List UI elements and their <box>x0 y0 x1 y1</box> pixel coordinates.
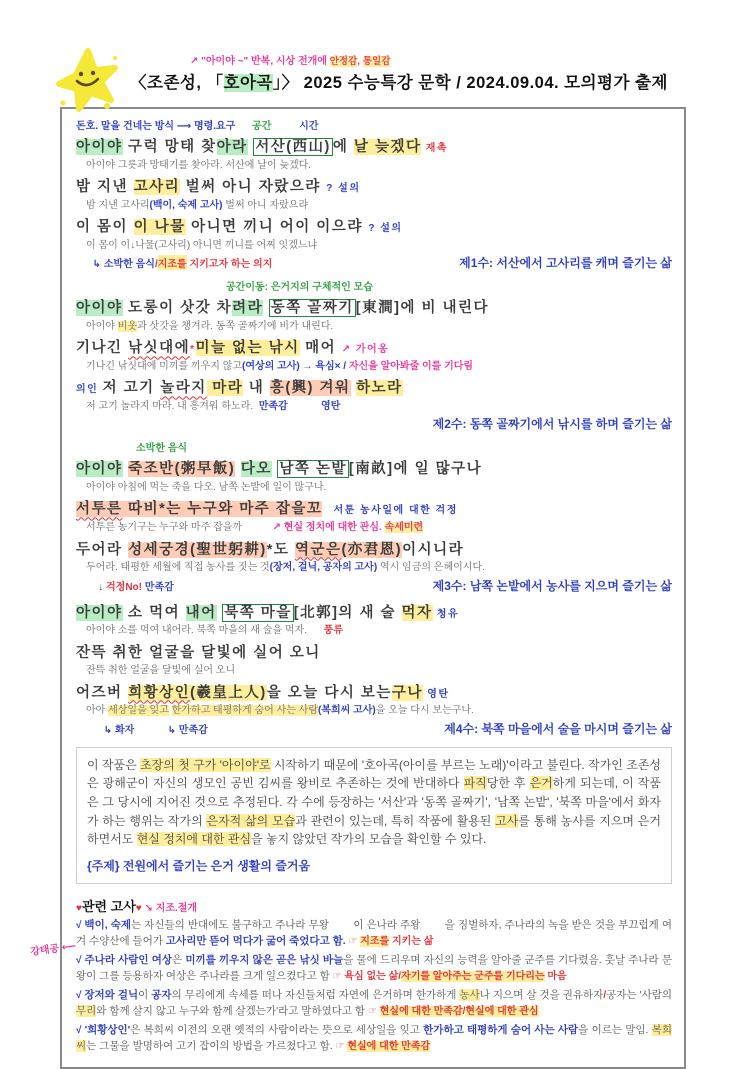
text-segment: 아라 <box>216 139 248 155</box>
text-segment: 마라 <box>206 380 244 397</box>
text-segment: 과 관련이 있는데, 특히 작품에 활용된 <box>295 813 496 828</box>
text-segment: 은 <box>172 953 186 966</box>
text-segment: 놀라지 <box>160 380 207 397</box>
poem-line <box>76 684 672 704</box>
text-segment: 장저와 걸닉 <box>84 988 139 1001</box>
text-segment: / <box>462 1006 466 1018</box>
text-segment: 은거 <box>529 776 553 791</box>
text-segment: , <box>357 56 363 67</box>
text-segment: 북쪽 마을 <box>224 604 292 621</box>
text-segment: 명령.요구 <box>193 121 236 132</box>
star-smiley-icon <box>55 48 121 114</box>
poem-line <box>76 218 672 238</box>
gosa-heading <box>76 896 672 915</box>
poem-line <box>76 379 672 399</box>
text-segment: ↘ <box>141 902 156 914</box>
text-segment: 날 늦겠다 <box>353 139 422 155</box>
text-segment: 이 나물 <box>133 219 186 236</box>
text-segment: 벌써 아니 자랐으랴 <box>180 179 327 196</box>
translation-line <box>86 521 672 536</box>
commentary-paragraph <box>87 756 661 849</box>
header <box>0 0 743 93</box>
margin-note-gangtaegong: 강태공 ⟵ <box>29 940 77 958</box>
text-segment: 다오 <box>240 461 272 478</box>
text-segment: 두어라. 태평한 세월에 직접 농사를 짓는 것 <box>86 562 270 574</box>
gosa-item <box>76 952 672 985</box>
text-segment: 지조를 <box>158 255 187 270</box>
text-segment: √ <box>76 1024 85 1036</box>
text-segment: 현실에 대한 관심 <box>465 1006 539 1018</box>
text-segment: 재촉 <box>421 143 449 154</box>
text-segment: *도 <box>266 541 295 558</box>
text-segment: 시작하기 때문에 '호아곡(아이를 부르는 노래)'이라고 불린다. 작가인 조존성은 광해군이 자신의 생모인 공빈 김씨를 왕비로 추존하는 것에 반대하다 <box>87 757 661 791</box>
text-segment: 아이야 <box>76 604 123 621</box>
text-segment: 이 몸이 <box>76 219 134 236</box>
text-segment: 현실 정치에 대한 관심 <box>136 832 252 847</box>
text-segment: 제2수: 동쪽 골짜기에서 낚시를 하며 즐기는 삶 <box>432 417 672 432</box>
title-annotation <box>190 52 743 67</box>
text-segment: 려라 <box>232 300 264 317</box>
text-segment: 〈조존성, 「 <box>130 74 224 92</box>
text-segment <box>235 121 252 132</box>
translation-line <box>86 704 672 719</box>
text-segment: 초장의 첫 구가 '아이야'로 <box>140 757 271 772</box>
text-segment: 을 오늘 다시 보는구나. <box>375 705 474 717</box>
text-segment <box>263 300 269 316</box>
text-segment: ? 설의 <box>326 183 361 195</box>
text-segment: 영탄 <box>422 688 450 700</box>
text-segment: 하게 되는데, 이 작품은 그 당시에 지어진 것으로 추정된다. 각 수에 등장하는 '서산'과 '동쪽 골짜기', '남쪽 논밭', '북쪽 마을'에서 화자가 하는 행위는 작가의 <box>87 776 661 828</box>
poem-line <box>76 541 672 561</box>
text-segment: 미늘 없는 낚시 <box>195 340 300 357</box>
theme-line <box>87 857 661 875</box>
text-segment: 이 작품은 <box>87 757 141 772</box>
text-segment: 벌써 아니 자랐으랴 <box>222 199 309 211</box>
text-segment: (亦君恩) <box>341 541 403 558</box>
stanza4-bottom <box>76 720 672 737</box>
text-segment: * <box>190 344 196 356</box>
text-segment: (장저, 걸닉, 공자의 고사) <box>269 562 378 574</box>
translation-line <box>86 624 672 639</box>
poem-line <box>76 500 672 520</box>
commentary-box <box>76 747 672 884</box>
text-segment: 이시니라 <box>402 541 465 558</box>
text-segment: 아이야 그릇과 망태기를 찾아라. 서산에 날이 늦겠다. <box>86 159 312 171</box>
text-segment: √ <box>76 989 85 1001</box>
text-segment: → <box>299 360 316 372</box>
text-segment: [北郭]의 새 술 <box>293 604 402 621</box>
poem-line <box>76 178 672 198</box>
text-segment: ↗ 가어옹 <box>341 344 390 356</box>
text-segment: 서산(西山) <box>255 139 331 155</box>
text-segment: 저 고기 <box>102 380 161 397</box>
text-segment: 제3수: 남쪽 논밭에서 농사를 지으며 즐기는 삶 <box>432 578 672 593</box>
text-segment: 공자는 '사람의 <box>606 988 675 1001</box>
text-segment: 」〉 2025 수능특강 문학 / 2024.09.04. 모의평가 출제 <box>272 74 668 92</box>
text-segment: 따비*는 누구와 마주 잡을꼬 <box>122 501 323 518</box>
text-segment: ↳ <box>76 259 104 271</box>
text-segment: 을 놓지 않았던 작가의 모습을 확인할 수 있다. <box>251 832 487 847</box>
text-segment: 은자적 삶의 모습 <box>206 813 296 828</box>
text-segment: 아이야 <box>86 320 118 332</box>
text-segment: 내 <box>243 380 270 397</box>
poem-line <box>76 604 672 624</box>
text-segment: 매어 <box>299 340 342 357</box>
text-segment: ☞ 욕심 없는 삶/ <box>332 971 402 983</box>
stanza2-top-annotation <box>226 281 672 294</box>
text-segment: 을 오늘 다시 보는 <box>266 684 392 701</box>
text-segment: √ <box>76 919 85 931</box>
text-segment: 기나긴 <box>76 340 129 357</box>
translation-line <box>86 561 672 576</box>
text-segment: ♥ <box>76 902 82 914</box>
text-segment: [南畝]에 일 많구나 <box>348 461 483 478</box>
text-segment: 어즈버 <box>76 684 129 701</box>
text-segment: 비옷 <box>117 320 138 332</box>
text-segment: 소박한 음식 <box>103 259 155 271</box>
text-segment: 아이야 <box>76 461 123 478</box>
commentary-rows <box>87 756 661 875</box>
text-segment: 낚싯대에 <box>128 340 191 357</box>
text-segment <box>235 461 241 477</box>
text-segment: 잔뜩 취한 얼굴을 달빛에 실어 오니 <box>76 644 321 661</box>
text-segment: ↳ 화자 <box>76 724 135 736</box>
text-segment: 나 지으며 살 것을 권유하자 <box>479 988 604 1001</box>
text-segment: ☞ <box>345 936 361 948</box>
text-segment: 내어 <box>185 604 217 621</box>
text-segment: 을 물에 드리우며 자신의 능력을 알아줄 군주를 기다렸음. 훗날 주나라 문왕이 그를 등용하자 여상은 주나라를 크게 일으켰다고 함 <box>76 953 672 983</box>
text-segment: (羲皇上人) <box>190 684 267 701</box>
text-segment: 자기를 알아주는 군주를 기다리는 <box>401 971 545 983</box>
text-segment: 흥(興) 겨워 <box>269 380 351 397</box>
text-segment: 제1수: 서산에서 고사리를 캐며 즐기는 삶 <box>459 256 672 271</box>
text-segment: 현실에 대한 만족감 <box>347 1041 431 1053</box>
text-segment: 서툰 농사일에 대한 걱정 <box>333 505 458 517</box>
text-segment: 하노라 <box>356 380 403 397</box>
text-segment: 청유 <box>432 608 460 620</box>
gosa-item <box>76 917 672 950</box>
text-segment: 백이, 숙제 <box>84 918 131 931</box>
poem-line <box>76 138 672 158</box>
text-segment: 남쪽 논밭 <box>279 461 347 478</box>
text-segment: 동쪽 골짜기 <box>270 300 354 317</box>
text-segment: 밤 지낸 고사리 <box>86 199 150 211</box>
text-segment: 은 복희씨 이전의 오랜 옛적의 사람이라는 뜻으로 세상일을 잊고 <box>130 1023 424 1036</box>
text-segment: / <box>154 259 158 271</box>
text-segment: ? 설의 <box>368 223 403 235</box>
text-segment: 한가하고 태평하게 숨어 사는 사람 <box>171 705 318 717</box>
text-segment: 통일감 <box>362 56 391 67</box>
text-segment: 의 무리에게 속세를 떠나 자신들처럼 자연에 은거하며 한가하게 <box>171 988 460 1001</box>
text-segment <box>288 401 321 412</box>
text-segment: 현실 정치에 대한 관심. <box>283 522 385 533</box>
text-segment: 안정감 <box>329 56 358 67</box>
text-segment: 세상일을 잊고 <box>108 705 169 717</box>
text-segment: (백이, 숙제 고사) <box>149 199 223 211</box>
poem-line <box>76 339 672 359</box>
text-segment: 지조를 <box>360 936 390 948</box>
text-segment: 는 자신들의 반대에도 불구하고 주나라 무왕 이 은나라 주왕 을 징벌하자, 주나라의 녹을 받은 것을 부끄럽게 여겨 수양산에 들어가 <box>76 918 672 948</box>
text-segment: 공간이동: 은거지의 구체적인 모습 <box>226 282 373 294</box>
text-segment <box>271 121 299 132</box>
text-segment: 고사리 <box>133 179 181 196</box>
poem-line <box>76 299 672 319</box>
text-segment: (여상의 고사) <box>242 360 300 372</box>
translation-line <box>86 159 672 174</box>
text-segment: 먹자 <box>401 604 433 621</box>
text-segment: (복희씨 고사) <box>318 705 376 717</box>
text-segment: 아이야 소를 먹여 내어라. 북쪽 마을의 새 술을 먹자. <box>86 625 324 637</box>
text-segment: 아니면 끼니 어이 이으랴 <box>185 219 369 236</box>
text-segment: 아아 <box>86 705 109 717</box>
poem-line <box>76 644 672 664</box>
text-segment: 성세궁경(聖世躬耕) <box>128 541 267 558</box>
poem-section <box>76 120 672 737</box>
text-segment: 현실에 대한 만족감 <box>379 1006 463 1018</box>
text-segment: 공자 <box>151 988 172 1001</box>
gosa-rows <box>76 896 675 1055</box>
text-segment: 의인 <box>76 384 103 396</box>
text-segment: 는 그물을 발명하여 고기 잡이의 방법을 가르쳤다고 함. <box>86 1040 336 1053</box>
text-segment: 제4수: 북쪽 마을에서 술을 마시며 즐기는 삶 <box>444 721 672 736</box>
text-segment: 공간 <box>252 121 272 132</box>
text-segment: 이 몸이 이↓나물(고사리) 아니면 끼니를 어찌 잇겠느냐 <box>86 239 318 251</box>
text-segment: 관련 고사 <box>81 898 136 914</box>
text-segment: 걱정No! <box>106 581 145 593</box>
text-segment: 구럭 망태 찾 <box>122 139 217 155</box>
text-segment: 당한 후 <box>486 776 530 791</box>
translation-line <box>86 199 672 214</box>
text-segment: [東澗]에 비 내린다 <box>355 300 490 317</box>
text-segment: 복희씨 <box>76 1023 672 1053</box>
text-segment: 서투른 <box>76 501 123 518</box>
text-segment: 풍류 <box>323 625 343 637</box>
content-box <box>29 107 686 1069</box>
text-segment: / <box>603 989 607 1001</box>
text-segment: 을 이르는 말임. <box>578 1023 652 1036</box>
text-segment: ↗ <box>242 522 284 533</box>
text-segment: 소 먹여 <box>122 604 186 621</box>
stanza3-bottom <box>76 577 672 594</box>
text-segment: 만족감 <box>258 400 288 412</box>
text-segment: 구나 <box>391 684 423 701</box>
text-segment: 지조.절개 <box>155 902 198 914</box>
text-segment: 속세미련 <box>384 522 424 533</box>
stanza1-top-annotation <box>76 120 672 133</box>
stanza3-top-annotation <box>136 442 672 455</box>
text-segment: 파직 <box>463 776 487 791</box>
text-segment: 농사 <box>459 988 480 1001</box>
text-segment: 역군은 <box>294 541 342 558</box>
translation-line <box>86 664 672 679</box>
text-segment <box>134 725 167 736</box>
text-segment: 돈호. 말을 건네는 방식 ⟶ <box>76 121 194 132</box>
translation-line <box>86 360 672 375</box>
text-segment: 아이야 <box>76 300 123 317</box>
text-segment: 자신을 알아봐줄 이를 기다림 <box>348 360 474 372</box>
text-segment: ☞ <box>368 1006 380 1018</box>
text-segment: 고사리만 뜯어 먹다가 굶어 죽었다고 함. <box>165 935 346 948</box>
text-segment: 미끼를 끼우지 않은 곧은 낚싯 바늘 <box>185 953 344 966</box>
text-segment: 도롱이 삿갓 차 <box>122 300 233 317</box>
text-segment: 영탄 <box>321 400 341 412</box>
text-segment: '희황상인' <box>84 1023 131 1036</box>
text-segment: 잔뜩 취한 얼굴을 달빛에 실어 오니 <box>86 665 236 677</box>
text-segment: 주나라 사람인 여상 <box>84 953 173 966</box>
text-segment: 와 함께 살지 않고 누구와 함께 살겠는가'라고 말하였다고 함 <box>96 1005 368 1018</box>
text-segment: 아이야 아침에 먹는 죽을 다오. 남쪽 논밭에 일이 많구나. <box>86 481 327 493</box>
text-segment: 두어라 <box>76 541 129 558</box>
text-segment: 죽조반(粥早飯) <box>128 461 236 478</box>
text-segment: 마음 <box>544 971 567 983</box>
text-segment: 만족감 <box>144 581 174 593</box>
text-segment: 서투른 농기구는 누구와 마주 잡을까 <box>86 522 243 533</box>
text-segment: 시간 <box>299 121 319 132</box>
text-segment: 아이야 <box>76 139 123 155</box>
text-segment: ↓ <box>76 581 107 593</box>
text-segment: √ <box>76 954 85 966</box>
text-segment: 역시 임금의 은혜이시다. <box>377 562 485 574</box>
text-segment: ♥ <box>135 902 142 914</box>
text-segment: 호아곡 <box>223 74 273 92</box>
text-segment: 저 고기 놀라지 마라. 내 흥겨워 하노라. <box>86 400 259 412</box>
translation-line <box>86 481 672 496</box>
stanza1-bottom <box>76 254 672 271</box>
text-segment: 밤 지낸 <box>76 179 134 196</box>
poem-line <box>76 460 672 480</box>
page-title <box>130 69 743 93</box>
translation-line <box>86 320 672 335</box>
text-segment: 기나긴 낚싯대에 미끼를 끼우지 않고 <box>86 360 243 372</box>
text-segment: {주제} 전원에서 즐기는 은거 생활의 즐거움 <box>87 858 311 873</box>
text-segment: ☞ <box>335 1041 348 1053</box>
gosa-section <box>29 896 675 1055</box>
gosa-item <box>76 987 675 1020</box>
translation-line <box>86 239 672 254</box>
text-segment: 를 통해 농사를 지으며 은거하면서도 <box>87 813 661 847</box>
text-segment: 지키는 삶 <box>389 936 434 948</box>
text-segment: 한가하고 태평하게 숨어 사는 사람 <box>423 1023 579 1036</box>
translation-line <box>86 400 672 415</box>
text-segment: 지키고자 하는 의지 <box>186 259 273 271</box>
text-segment: 희황상인 <box>128 684 191 701</box>
text-segment: 무리 <box>76 1005 97 1018</box>
text-segment <box>322 501 333 517</box>
text-segment: 욕심× / <box>315 360 349 372</box>
text-segment: 이 <box>138 988 152 1001</box>
text-segment: 고사 <box>495 813 519 828</box>
text-segment: ↳ 만족감 <box>167 724 208 736</box>
stanza2-bottom <box>76 415 672 432</box>
text-segment: ↗ "아이야 ~" 반복, 시상 전개에 <box>190 56 330 67</box>
text-segment: 에 <box>332 139 354 155</box>
text-segment: 과 삿갓을 챙겨라. 동쪽 골짜기에 비가 내린다. <box>137 320 334 332</box>
text-segment: 소박한 음식 <box>136 443 188 455</box>
